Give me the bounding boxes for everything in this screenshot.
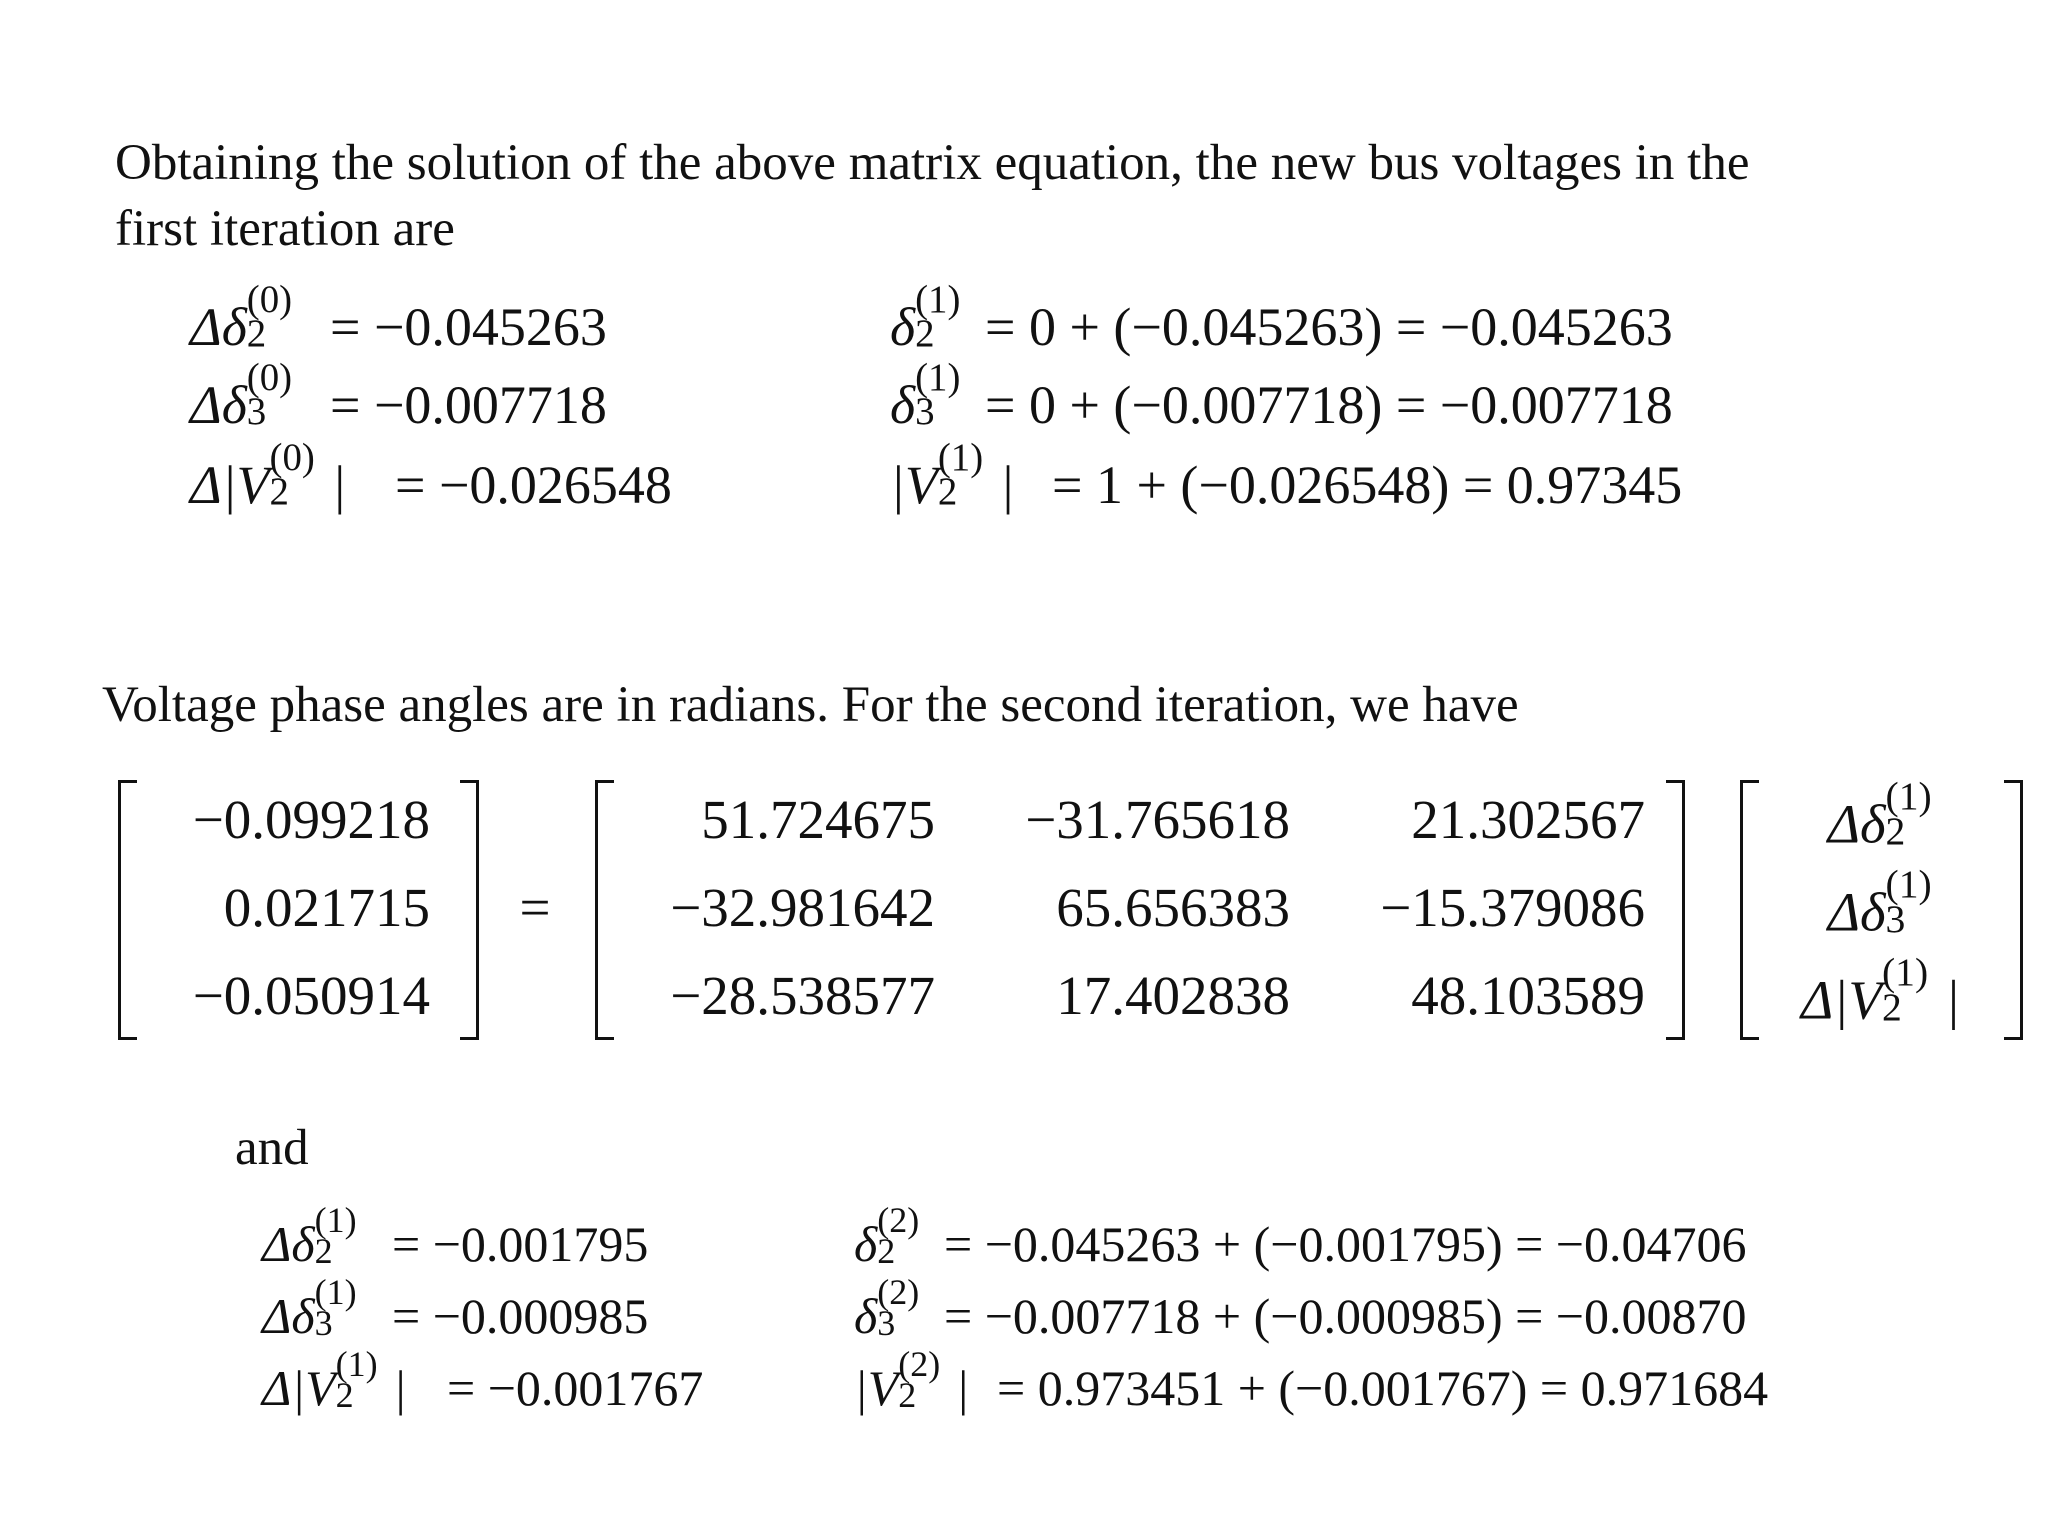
iter1-row-3-value: = −0.026548 <box>395 455 672 515</box>
jacobian-left-bracket <box>595 780 614 1040</box>
second-iteration-intro: Voltage phase angles are in radians. For the second iteration, we have <box>102 677 1519 733</box>
lhs-vector-right-bracket <box>460 780 479 1040</box>
iter2-row-1-rhs-symbol: δ (2) 2 <box>854 1199 920 1272</box>
jacobian-cell: −15.379086 <box>1380 877 1645 938</box>
iter1-row-1-rhs-symbol: δ (1) 2 <box>890 278 961 357</box>
unknown-delta-3: Δδ (1) 3 <box>1827 862 1932 943</box>
iter2-row-2-value: = −0.000985 <box>392 1288 649 1344</box>
iteration1-block <box>190 278 1890 522</box>
unknowns-right-bracket <box>2004 780 2023 1040</box>
iter2-row-1-lhs: Δδ (1) 2 <box>262 1199 357 1272</box>
jacobian-cell: 21.302567 <box>1411 789 1645 850</box>
matrix-equals-sign: = <box>519 877 551 938</box>
jacobian-cell: −32.981642 <box>670 877 935 938</box>
iter2-row-2-rhs-symbol: δ (2) 3 <box>854 1271 920 1344</box>
lhs-vector-left-bracket <box>118 780 137 1040</box>
jacobian-cell: 51.724675 <box>701 789 935 850</box>
matrix-equation <box>0 770 2048 1060</box>
iter1-row-1-lhs: Δδ (0) 2 <box>190 278 293 357</box>
iter1-row-2-rhs-symbol: δ (1) 3 <box>890 356 961 435</box>
iter1-row-2 <box>190 356 1890 440</box>
iter2-row-1-value: = −0.001795 <box>392 1216 649 1272</box>
iter2-row-3-rhs-expr: = 0.973451 + (−0.001767) = 0.971684 <box>997 1360 1769 1416</box>
jacobian-cell: 65.656383 <box>1056 877 1290 938</box>
and-label: and <box>235 1120 309 1176</box>
iter2-row-3-lhs: Δ|V (1) 2 | <box>262 1343 406 1416</box>
iter1-row-1 <box>190 278 1890 362</box>
iter1-row-2-lhs: Δδ (0) 3 <box>190 356 293 435</box>
iter2-row-2 <box>262 1271 1962 1352</box>
iter2-row-3-value: = −0.001767 <box>447 1360 704 1416</box>
iter1-row-2-rhs-expr: = 0 + (−0.007718) = −0.007718 <box>985 375 1673 435</box>
iter1-row-3 <box>190 436 1890 520</box>
lhs-vector-cell: −0.099218 <box>192 789 430 850</box>
unknowns-left-bracket <box>1740 780 1759 1040</box>
iter2-row-1-rhs-expr: = −0.045263 + (−0.001795) = −0.04706 <box>944 1216 1747 1272</box>
jacobian-right-bracket <box>1666 780 1685 1040</box>
intro-line-2: first iteration are <box>115 201 455 257</box>
lhs-vector-cell: −0.050914 <box>192 965 430 1026</box>
iter2-row-1 <box>262 1199 1962 1280</box>
iter2-row-3 <box>262 1343 1962 1424</box>
iter1-row-1-rhs-expr: = 0 + (−0.045263) = −0.045263 <box>985 297 1673 357</box>
iter1-row-1-value: = −0.045263 <box>330 297 607 357</box>
jacobian-cell: 17.402838 <box>1056 965 1290 1026</box>
iter2-row-2-lhs: Δδ (1) 3 <box>262 1271 357 1344</box>
iteration2-block <box>262 1199 1962 1438</box>
jacobian-cell: −28.538577 <box>670 965 935 1026</box>
iter1-row-3-rhs-symbol: |V (1) 2 | <box>890 436 1014 515</box>
iter1-row-3-rhs-expr: = 1 + (−0.026548) = 0.97345 <box>1052 455 1683 515</box>
iter1-row-2-value: = −0.007718 <box>330 375 607 435</box>
iter1-row-3-lhs: Δ|V (0) 2 | <box>190 436 346 515</box>
iter2-row-2-rhs-expr: = −0.007718 + (−0.000985) = −0.00870 <box>944 1288 1747 1344</box>
jacobian-cell: 48.103589 <box>1411 965 1645 1026</box>
iter2-row-3-rhs-symbol: |V (2) 2 | <box>854 1343 969 1416</box>
lhs-vector-cell: 0.021715 <box>223 877 430 938</box>
jacobian-cell: −31.765618 <box>1025 789 1290 850</box>
intro-paragraph <box>115 130 1750 262</box>
unknown-v-2: Δ|V (1) 2 | <box>1800 950 1959 1031</box>
intro-line-1: Obtaining the solution of the above matrix equation, the new bus voltages in the <box>115 135 1750 191</box>
unknown-delta-2: Δδ (1) 2 <box>1827 774 1932 855</box>
